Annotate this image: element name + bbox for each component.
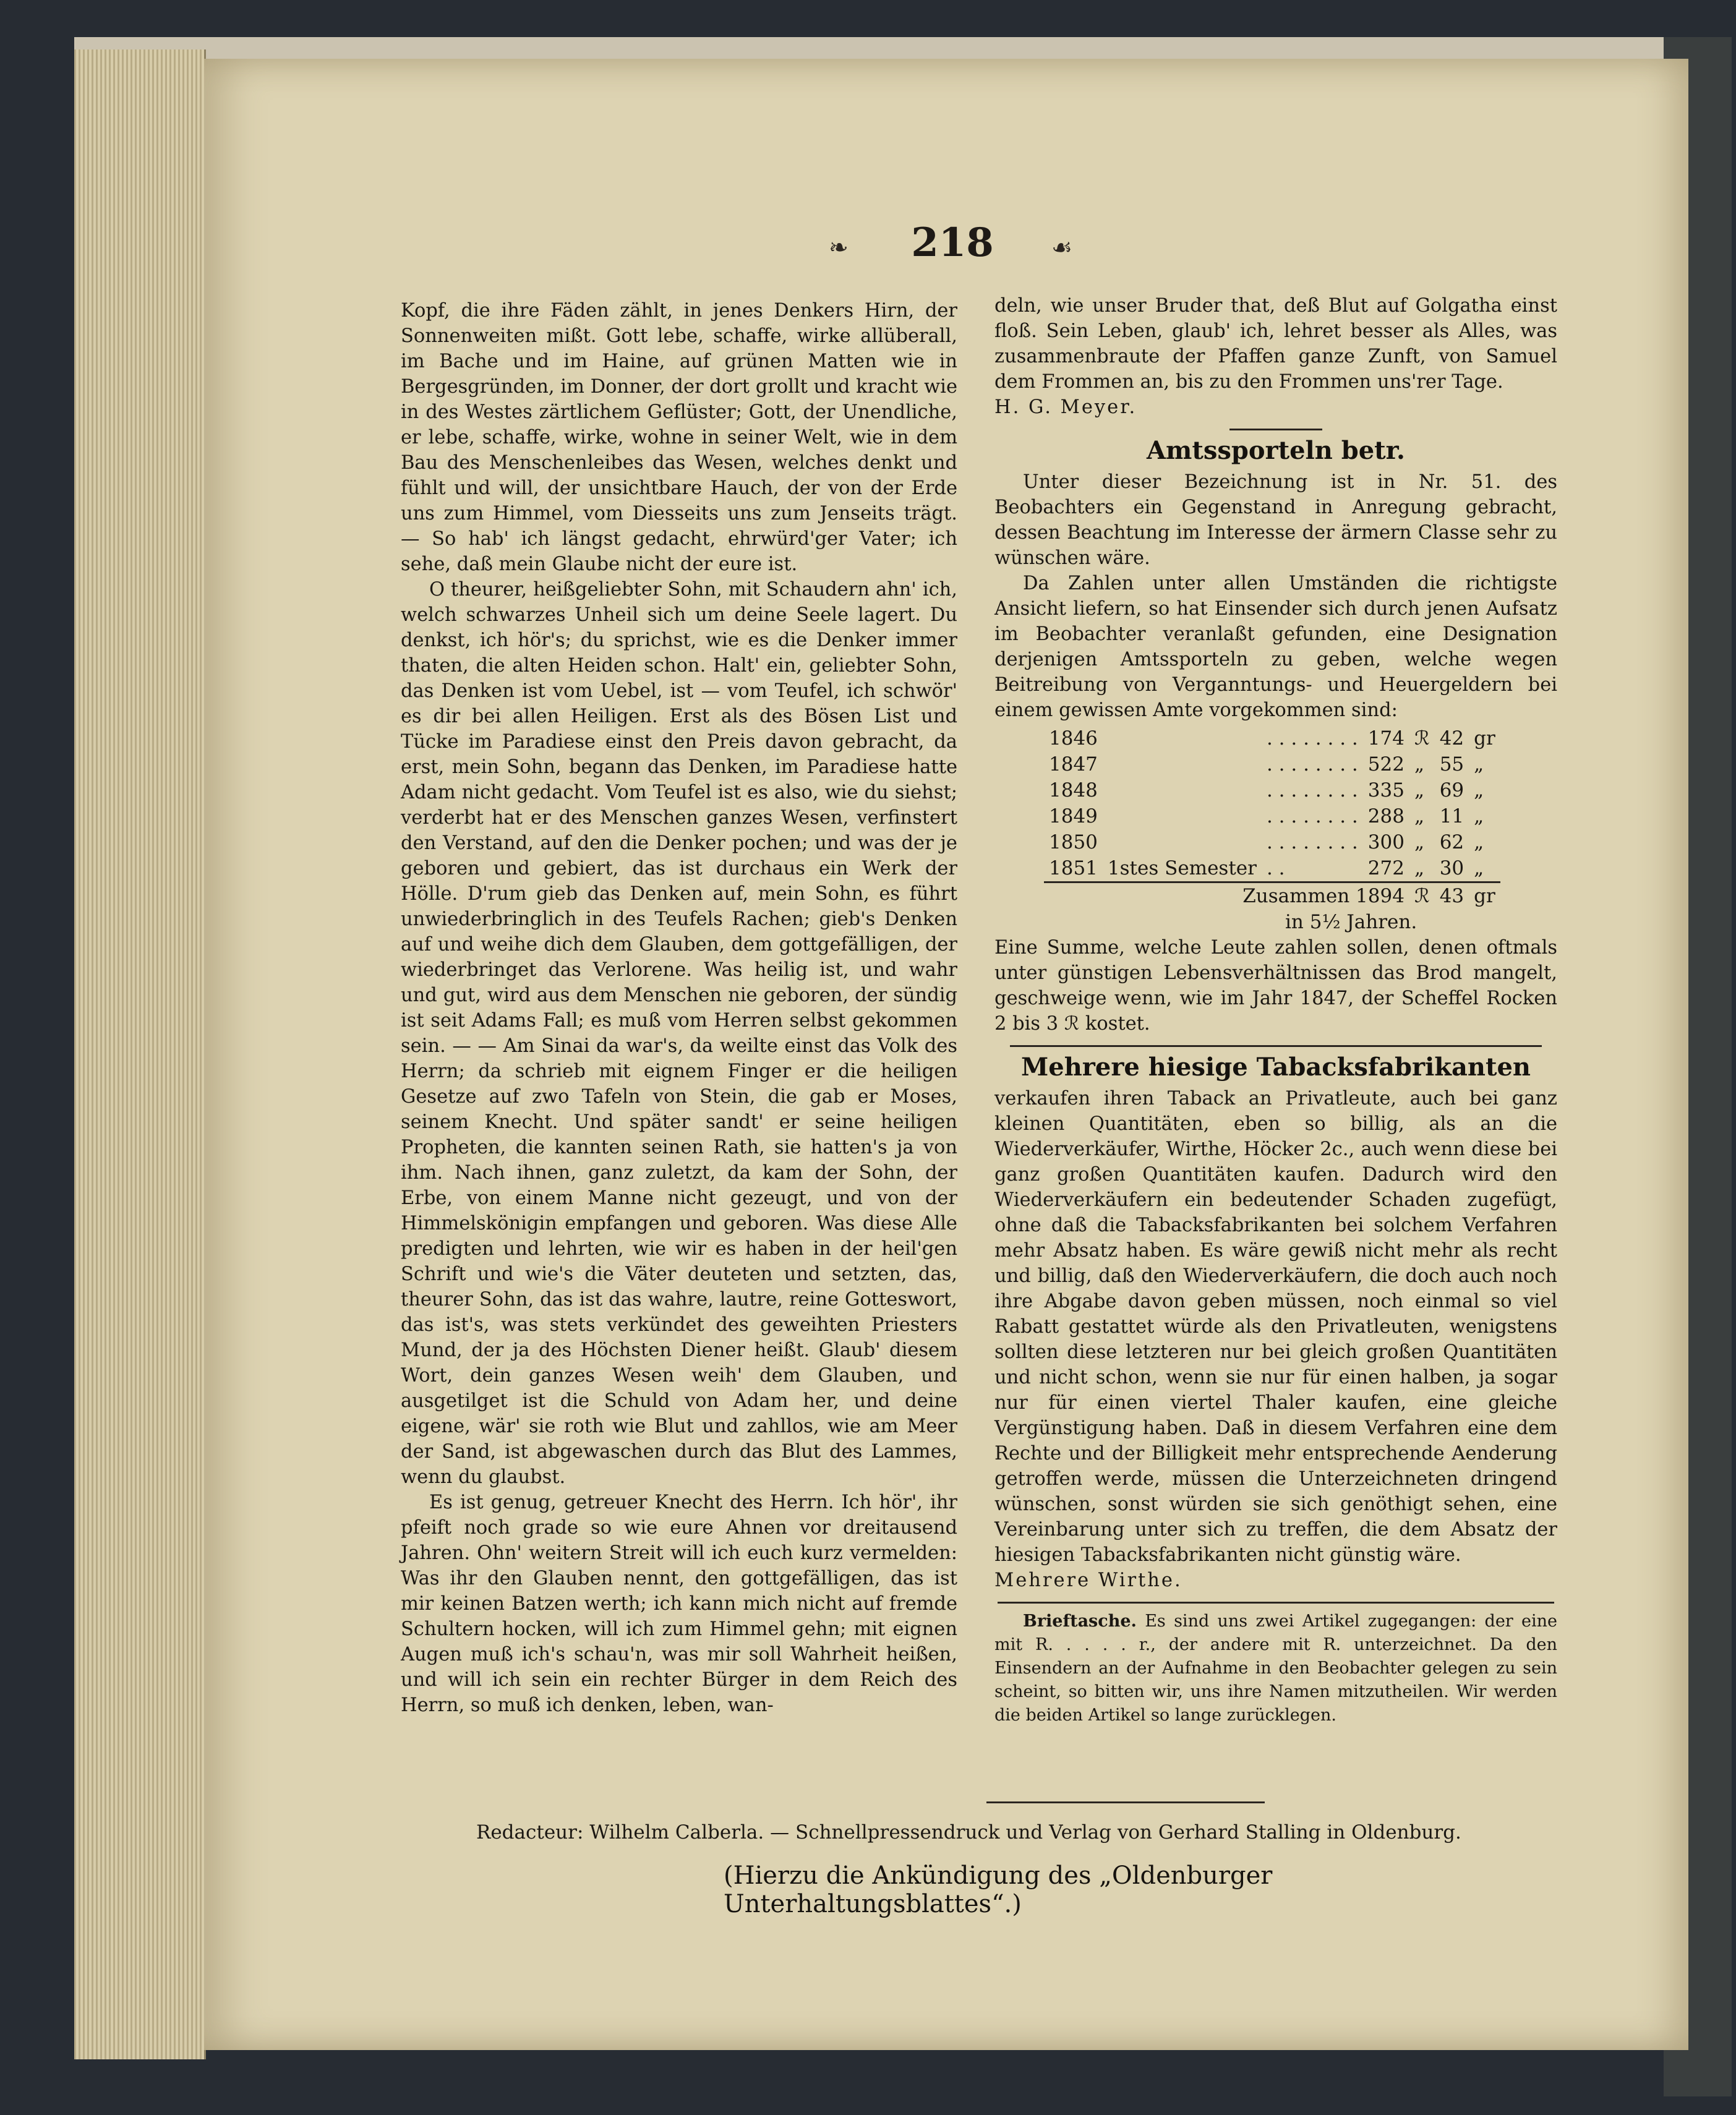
left-column	[401, 298, 957, 1718]
row-grote-unit: gr	[1474, 727, 1495, 750]
row-dots: . . . . . . . .	[1266, 753, 1358, 776]
tabak-paragraph: verkaufen ihren Taback an Privatleute, auch bei ganz kleinen Quantitäten, eben so billig, als an die Wiederverkäufer, Wirthe, Höcker 2c., auch wenn diese bei ganz großen Quantitäten kaufen. Dadurch wird den Wiederverkäufern ein bedeutender Schaden zugefügt, ohne daß die Tabacksfabrikanten bei solchem Verfahren mehr Absatz haben. Es wäre gewiß nicht mehr als recht und billig, daß den Wiederverkäufern, die doch auch noch ihre Abgabe davon geben müssen, noch einmal so viel Rabatt gestattet würde als den Privatleuten, wenigstens sollten diese letzteren nur bei gleich großen Quantitäten und nicht schon, wenn sie nur für einen halben, ja sogar nur für einen viertel Thaler kaufen, eine gleiche Vergünstigung haben. Daß in diesem Verfahren eine dem Rechte und der Billigkeit mehr entsprechende Aenderung getroffen werde, müssen die Unterzeichneten dringend wünschen, sonst würden sie sich genöthigt sehen, eine Vereinbarung unter sich zu treffen, die dem Absatz der hiesigen Tabacksfabrikanten nicht günstig wäre.	[994, 1088, 1557, 1566]
row-grote-unit: „	[1474, 805, 1484, 827]
row-dots: . . . . . . . .	[1266, 805, 1358, 827]
table-row	[1044, 751, 1500, 777]
row-grote-unit: „	[1474, 831, 1484, 853]
section-divider	[1010, 1045, 1542, 1047]
tabak-heading: Mehrere hiesige Tabacksfabrikanten	[1021, 1053, 1531, 1082]
row-thaler: 300	[1367, 831, 1405, 853]
total-years: in 5½ Jahren.	[1285, 910, 1417, 933]
row-note	[1103, 803, 1262, 829]
row-grote-unit: „	[1474, 753, 1484, 776]
amts-table	[1044, 725, 1500, 935]
row-thaler-unit: „	[1414, 831, 1425, 853]
row-year: 1850	[1049, 831, 1098, 853]
imprint-line: Redacteur: Wilhelm Calberla. — Schnellpressendruck und Verlag von Gerhard Stalling in Oldenburg.	[476, 1821, 1461, 1844]
amts-paragraph-2: Da Zahlen unter allen Umständen die richtigste Ansicht liefern, so hat Einsender sich durch jenen Aufsatz im Beobachter veranlaßt gefunden, eine Designation derjenigen Amtssporteln zu geben, welche wegen Beitreibung von Verganntungs- und Heuergeldern bei einem gewissen Amte vorgekommen sind:	[994, 573, 1557, 721]
total-thaler-unit: ℛ	[1409, 882, 1435, 910]
table-years-row	[1044, 909, 1500, 935]
row-thaler-unit: „	[1414, 753, 1425, 776]
row-thaler-unit: „	[1414, 857, 1425, 879]
row-thaler: 272	[1367, 857, 1405, 879]
row-note	[1103, 829, 1262, 855]
row-grote-unit: „	[1474, 779, 1484, 801]
amts-paragraph-1: Unter dieser Bezeichnung ist in Nr. 51. des Beobachters ein Gegenstand in Anregung gebracht, dessen Beachtung im Interesse der ärmern Classe sehr zu wünschen wäre.	[994, 471, 1557, 569]
table-row	[1044, 777, 1500, 803]
row-year: 1849	[1049, 805, 1098, 827]
left-paragraph-2: O theurer, heißgeliebter Sohn, mit Schaudern ahn' ich, welch schwarzes Unheil sich um deine Seele lagert. Du denkst, ich hör's; du sprichst, wie es die Denker immer thaten, die alten Heiden schon. Halt' ein, geliebter Sohn, das Denken ist vom Uebel, ist — vom Teufel, ich schwör' es dir bei allen Heiligen. Erst als des Bösen List und Tücke im Paradiese einst den Preis davon gebracht, da erst, mein Sohn, begann das Denken, im Paradiese hatte Adam nicht gedacht. Vom Teufel ist es also, wie du siehst; verderbt hat er des Menschen ganzes Wesen, verfinstert den Verstand, auf den die Denker pochen; und was der je geboren und gebiert, das ist durchaus ein Werk der Hölle. D'rum gieb das Denken auf, mein Sohn, es führt unwiederbringlich in des Teufels Rachen; gieb's Denken auf und weihe dich dem Glauben, dem gottgefälligen, der wiederbringet das Verlorene. Was heilig ist, und wahr und gut, wird aus dem Menschen nie geboren, der sündig ist seit Adams Fall; es muß vom Herren selbst gekommen sein. — — Am Sinai da war's, da weilte einst das Volk des Herrn; da schrieb mit eignem Finger er die heiligen Gesetze auf zwo Tafeln von Stein, die gab er Moses, seinem Knecht. Und später sandt' er seine heiligen Propheten, die kannten seinen Rath, sie hatten's ja von ihm. Nach ihnen, ganz zuletzt, da kam der Sohn, der Erbe, von einem Manne nicht gezeugt, und von der Himmelskönigin empfangen und geboren. Was diese Alle predigten und lehrten, wie wir es haben in der heil'gen Schrift und wie's die Väter deuteten und setzten, das, theurer Sohn, das ist das wahre, lautre, reine Gotteswort, das ist's, was stets verkündet des geweihten Priesters Mund, der ja des Höchsten Diener heißt. Glaub' diesem Wort, dein ganzes Wesen weih' dem Glauben, und ausgetilget ist die Schuld von Adam her, und deine eigene, wär' sie roth wie Blut und zahllos, wie am Meer der Sand, ist abgewaschen durch das Blut des Lammes, wenn du glaubst.	[401, 579, 957, 1488]
row-dots: . . . . . . . .	[1266, 779, 1358, 801]
page-number: 218	[911, 220, 994, 266]
book-cover-top-edge	[74, 37, 1707, 62]
row-thaler-unit: „	[1414, 805, 1425, 827]
row-grote: 30	[1439, 857, 1464, 879]
row-thaler: 174	[1367, 727, 1405, 750]
row-grote-unit: „	[1474, 857, 1484, 879]
section-divider	[1229, 429, 1322, 430]
row-thaler-unit: ℛ	[1414, 727, 1430, 750]
page-stack-edge	[74, 49, 206, 2059]
right-top-signature: H. G. Meyer.	[994, 396, 1137, 418]
brieftasche-text: Es sind uns zwei Artikel zugegangen: der eine mit R. . . . . r., der andere mit R. unterzeichnet. Da den Einsendern an der Aufnahme in den Beobachter gelegen zu sein scheint, so bitten wir, uns ihre Namen mitzutheilen. Wir werden die beiden Artikel so lange zurücklegen.	[994, 1612, 1557, 1725]
right-column	[994, 293, 1557, 1727]
ornament-right-icon: ☙	[1051, 234, 1073, 261]
row-year: 1847	[1049, 753, 1098, 776]
supplement-note: (Hierzu die Ankündigung des „Oldenburger Unterhaltungsblattes“.)	[724, 1861, 1273, 1918]
table-row	[1044, 855, 1500, 882]
row-year: 1851	[1049, 857, 1098, 879]
row-dots: . . . . . . . .	[1266, 727, 1358, 750]
total-grote-unit: gr	[1469, 882, 1500, 910]
footer-divider	[986, 1801, 1265, 1803]
row-grote: 55	[1439, 753, 1464, 776]
row-note	[1103, 777, 1262, 803]
tabak-signature: Mehrere Wirthe.	[994, 1570, 1182, 1591]
section-divider	[998, 1602, 1554, 1604]
table-row	[1044, 725, 1500, 751]
row-thaler: 335	[1367, 779, 1405, 801]
table-row	[1044, 803, 1500, 829]
table-total-row	[1044, 882, 1500, 910]
total-grote: 43	[1435, 882, 1469, 910]
amts-paragraph-3: Eine Summe, welche Leute zahlen sollen, denen oftmals unter günstigen Lebensverhältnissen das Brod mangelt, geschweige wenn, wie im Jahr 1847, der Scheffel Rocken 2 bis 3 ℛ kostet.	[994, 937, 1557, 1035]
left-paragraph-1: Kopf, die ihre Fäden zählt, in jenes Denkers Hirn, der Sonnenweiten mißt. Gott lebe, schaffe, wirke allüberall, im Bache und im Haine, auf grünen Matten wie in Bergesgründen, im Donner, der dort grollt und kracht wie in des Westes zärtlichem Geflüster; Gott, der Unendliche, er lebe, schaffe, wirke, wohne in seiner Welt, wie in dem Bau des Menschenleibes das Wesen, welches denkt und fühlt und will, der unsichtbare Hauch, der von der Erde uns zum Himmel, vom Diesseits uns zum Jenseits trägt. — So hab' ich längst gedacht, ehrwürd'ger Vater; ich sehe, daß mein Glaube nicht der eure ist.	[401, 300, 957, 575]
row-note	[1103, 725, 1262, 751]
row-grote: 62	[1439, 831, 1464, 853]
brieftasche-label: Brieftasche.	[1023, 1612, 1137, 1631]
row-grote: 11	[1439, 805, 1464, 827]
ornament-left-icon: ❧	[829, 234, 849, 261]
left-paragraph-3: Es ist genug, getreuer Knecht des Herrn. Ich hör', ihr pfeift noch grade so wie eure Ahnen vor dreitausend Jahren. Ohn' weitern Streit will ich euch kurz vermelden: Was ihr den Glauben nennt, den gottgefälligen, das ist mir keinen Batzen werth; ich kann mich nicht auf fremde Schultern hocken, will ich zum Himmel gehn; mit eignen Augen muß ich's schau'n, was mir soll Wahrheit heißen, und will ich sein ein rechter Bürger in dem Reich des Herrn, so muß ich denken, leben, wan-	[401, 1492, 957, 1716]
row-dots: . .	[1266, 857, 1285, 879]
row-thaler: 288	[1367, 805, 1405, 827]
row-note	[1103, 751, 1262, 777]
row-grote: 42	[1439, 727, 1464, 750]
table-row	[1044, 829, 1500, 855]
row-dots: . . . . . . . .	[1266, 831, 1358, 853]
row-note: 1stes Semester	[1107, 857, 1257, 879]
right-top-paragraph: deln, wie unser Bruder that, deß Blut auf Golgatha einst floß. Sein Leben, glaub' ich, lehret besser als Alles, was zusammenbraute der Pfaffen ganze Zunft, von Samuel dem Frommen an, bis zu den Frommen uns'rer Tage.	[994, 295, 1557, 393]
brieftasche-notice	[994, 1610, 1557, 1727]
row-thaler: 522	[1367, 753, 1405, 776]
amts-heading: Amtssporteln betr.	[1147, 436, 1405, 465]
row-grote: 69	[1439, 779, 1464, 801]
total-label: Zusammen 1894	[1044, 882, 1409, 910]
row-thaler-unit: „	[1414, 779, 1425, 801]
row-year: 1846	[1049, 727, 1098, 750]
row-year: 1848	[1049, 779, 1098, 801]
